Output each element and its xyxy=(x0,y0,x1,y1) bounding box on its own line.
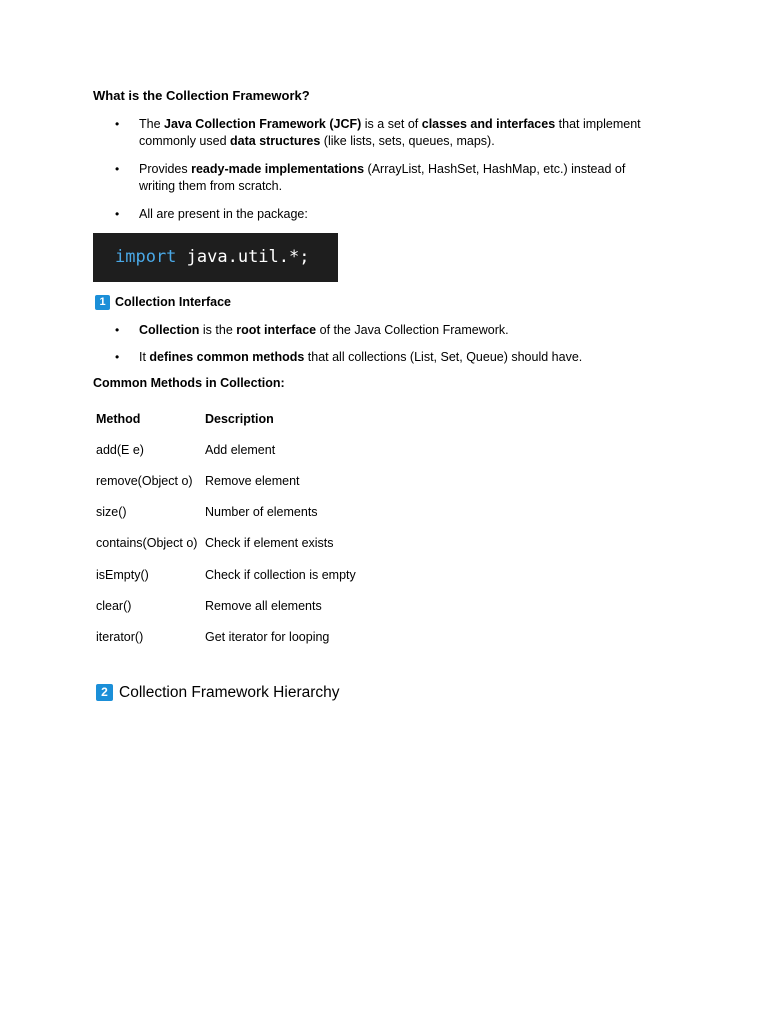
code-text: java.util.*; xyxy=(176,247,310,267)
bold-text: Collection xyxy=(139,323,200,337)
text-run: It xyxy=(139,350,150,364)
section-2-heading xyxy=(96,684,340,702)
header-method: Method xyxy=(96,411,141,426)
table-row xyxy=(93,497,360,528)
section-1-heading xyxy=(95,295,231,310)
section-2-title: Collection Framework Hierarchy xyxy=(119,684,340,701)
method-cell: remove(Object o) xyxy=(96,473,193,488)
code-block xyxy=(93,233,338,282)
section-1-bullet-methods xyxy=(139,349,659,366)
bold-text: classes and interfaces xyxy=(421,117,556,131)
description-cell: Get iterator for looping xyxy=(205,629,330,644)
text-run: (like lists, sets, queues, maps). xyxy=(320,134,495,148)
bold-text: root interface xyxy=(236,323,317,337)
methods-table xyxy=(93,403,360,653)
text-run: (ArrayList, HashSet, HashMap, etc.) instead of writing them from scratch. xyxy=(139,162,626,193)
description-cell: Remove all elements xyxy=(205,598,322,613)
header-description: Description xyxy=(205,411,274,426)
section-1-title: Collection Interface xyxy=(115,295,231,309)
page-heading: What is the Collection Framework? xyxy=(93,88,310,103)
description-cell: Check if collection is empty xyxy=(205,567,356,582)
text-run: that implement commonly used xyxy=(139,117,641,148)
text-run: that all collections (List, Set, Queue) should have. xyxy=(304,350,583,364)
bold-text: Java Collection Framework (JCF) xyxy=(164,117,362,131)
number-1-icon: 1 xyxy=(95,295,110,310)
text-run: The xyxy=(139,117,165,131)
table-row xyxy=(93,559,360,590)
method-cell: clear() xyxy=(96,598,132,613)
method-cell: isEmpty() xyxy=(96,567,149,582)
method-cell: size() xyxy=(96,505,127,520)
text-run: is the xyxy=(199,323,237,337)
text-run: All are present in the package: xyxy=(139,207,308,221)
description-cell: Number of elements xyxy=(205,505,318,520)
section-1-bullet-root xyxy=(139,322,659,339)
method-cell: contains(Object o) xyxy=(96,536,198,551)
description-cell: Add element xyxy=(205,442,276,457)
table-row xyxy=(93,590,360,621)
text-run: Provides xyxy=(139,162,192,176)
text-run: is a set of xyxy=(361,117,422,131)
description-cell: Check if element exists xyxy=(205,536,334,551)
number-2-icon: 2 xyxy=(96,684,113,701)
code-keyword: import xyxy=(115,247,177,267)
intro-bullet-package xyxy=(139,206,659,223)
method-cell: iterator() xyxy=(96,629,144,644)
description-cell: Remove element xyxy=(205,473,300,488)
table-row xyxy=(93,465,360,496)
bold-text: ready-made implementations xyxy=(191,162,365,176)
intro-bullet-jcf xyxy=(139,116,659,150)
table-row xyxy=(93,621,360,652)
table-header-row xyxy=(93,403,360,434)
method-cell: add(E e) xyxy=(96,442,144,457)
intro-bullet-ready-made xyxy=(139,161,659,195)
bold-text: defines common methods xyxy=(149,350,305,364)
text-run: of the Java Collection Framework. xyxy=(316,323,509,337)
bold-text: data structures xyxy=(230,134,321,148)
table-row xyxy=(93,434,360,465)
table-row xyxy=(93,528,360,559)
common-methods-heading: Common Methods in Collection: xyxy=(93,376,285,390)
